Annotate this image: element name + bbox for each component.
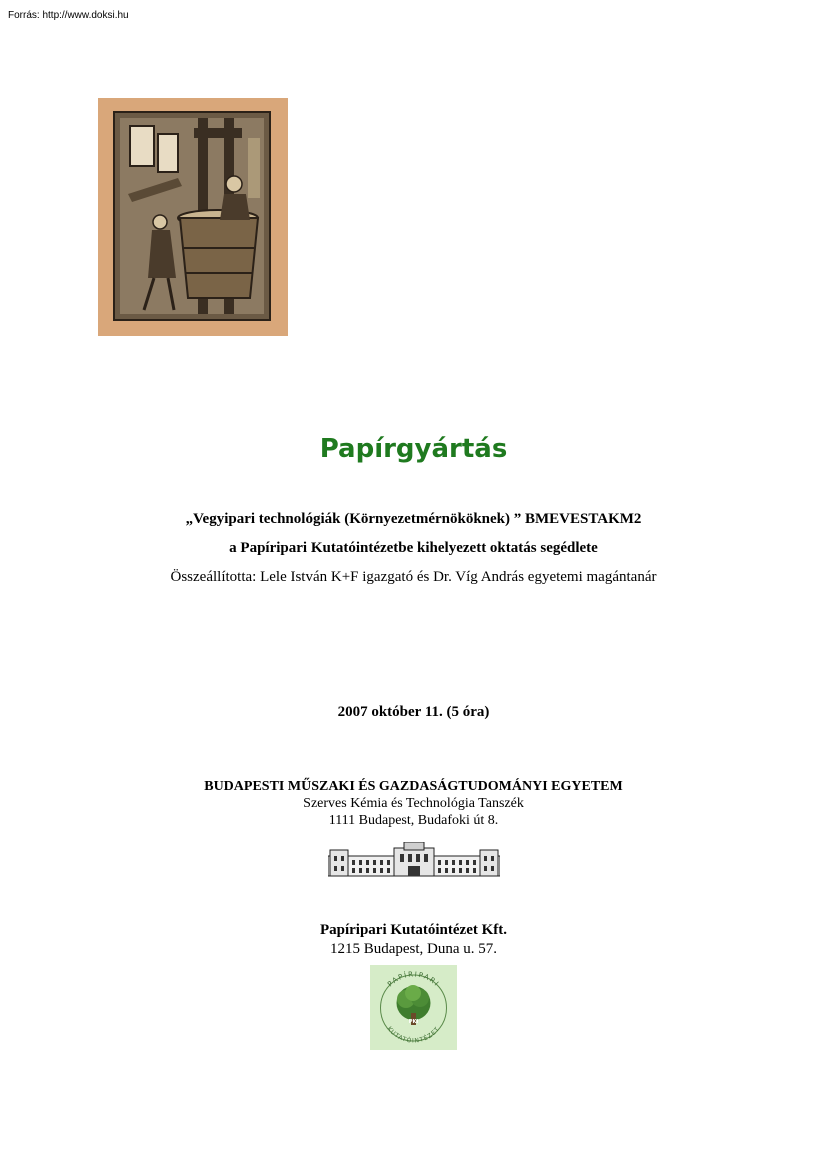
institute-name: Papíripari Kutatóintézet Kft. bbox=[319, 922, 508, 938]
logo-text-top: PAPÍRIPARI bbox=[386, 970, 441, 989]
document-title: Papírgyártás bbox=[319, 434, 508, 464]
university-address: 1111 Budapest, Budafoki út 8. bbox=[328, 813, 499, 828]
institute-logo bbox=[370, 965, 457, 1050]
papermaking-woodcut-image bbox=[98, 98, 288, 336]
svg-text:KUTATÓINTÉZET bbox=[386, 1025, 442, 1044]
logo-text-bottom: KUTATÓINTÉZET bbox=[385, 1025, 442, 1045]
institute-address: 1215 Budapest, Duna u. 57. bbox=[329, 941, 498, 957]
date-line: 2007 október 11. (5 óra) bbox=[337, 704, 490, 720]
course-line: „Vegyipari technológiák (Környezetmérnököknek) ” BMEVESTAKM2 bbox=[185, 511, 642, 527]
department-name: Szerves Kémia és Technológia Tanszék bbox=[303, 796, 524, 811]
logo-text-center: PKI bbox=[408, 1019, 419, 1025]
university-building-image bbox=[328, 842, 500, 878]
university-name: BUDAPESTI MŰSZAKI ÉS GAZDASÁGTUDOMÁNYI EGYETEM bbox=[204, 779, 623, 794]
source-note: Forrás: http://www.doksi.hu bbox=[8, 10, 129, 21]
compiled-by-line: Összeállította: Lele István K+F igazgató és Dr. Víg András egyetemi magántanár bbox=[170, 569, 657, 585]
aid-line: a Papíripari Kutatóintézetbe kihelyezett oktatás segédlete bbox=[229, 540, 598, 556]
